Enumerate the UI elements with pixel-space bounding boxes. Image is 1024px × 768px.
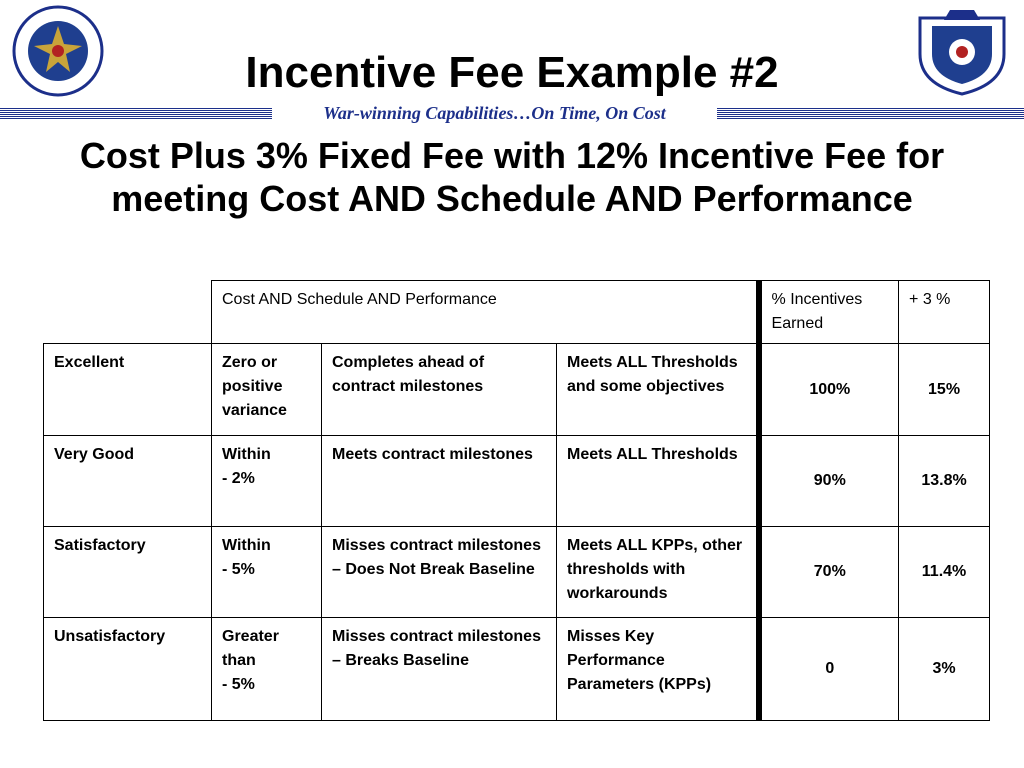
total-fee-cell: 3% xyxy=(899,618,990,721)
table-row xyxy=(44,618,990,721)
blank-corner-cell xyxy=(44,281,212,344)
rating-cell: Satisfactory xyxy=(44,527,212,618)
cost-line: - 5% xyxy=(222,676,255,693)
schedule-cell: Completes ahead of contract milestones xyxy=(322,344,557,436)
cost-line: - 5% xyxy=(222,561,255,578)
cost-line: Greater than xyxy=(222,628,279,669)
incentive-fee-table xyxy=(43,280,990,721)
table-row xyxy=(44,344,990,436)
header-plus-fixed-fee: + 3 % xyxy=(899,281,990,344)
schedule-cell: Misses contract milestones – Does Not Break Baseline xyxy=(322,527,557,618)
incentive-cell: 70% xyxy=(759,527,899,618)
schedule-cell: Misses contract milestones – Breaks Baseline xyxy=(322,618,557,721)
cost-cell xyxy=(212,436,322,527)
cost-cell xyxy=(212,527,322,618)
incentive-cell: 90% xyxy=(759,436,899,527)
rating-cell: Unsatisfactory xyxy=(44,618,212,721)
header-incentives-earned: % Incentives Earned xyxy=(759,281,899,344)
cost-line: - 2% xyxy=(222,470,255,487)
schedule-cell: Meets contract milestones xyxy=(322,436,557,527)
header-cost-schedule-performance: Cost AND Schedule AND Performance xyxy=(212,281,759,344)
rule-stripes-left xyxy=(0,108,272,120)
table-row xyxy=(44,527,990,618)
performance-cell: Meets ALL Thresholds xyxy=(557,436,759,527)
cost-line: Zero or positive variance xyxy=(222,354,287,419)
motto: War-winning Capabilities…On Time, On Cost xyxy=(323,103,666,123)
rating-cell: Very Good xyxy=(44,436,212,527)
cost-cell xyxy=(212,618,322,721)
cost-line: Within xyxy=(222,446,271,463)
incentive-cell: 0 xyxy=(759,618,899,721)
table-header-row xyxy=(44,281,990,344)
incentive-cell: 100% xyxy=(759,344,899,436)
performance-cell: Meets ALL KPPs, other thresholds with workarounds xyxy=(557,527,759,618)
slide-subtitle: Cost Plus 3% Fixed Fee with 12% Incentive Fee for meeting Cost AND Schedule AND Performance xyxy=(79,135,945,219)
slide-title: Incentive Fee Example #2 xyxy=(245,48,779,97)
rule-stripes-right xyxy=(717,108,1024,120)
performance-cell: Meets ALL Thresholds and some objectives xyxy=(557,344,759,436)
total-fee-cell: 11.4% xyxy=(899,527,990,618)
performance-cell: Misses Key Performance Parameters (KPPs) xyxy=(557,618,759,721)
cost-line: Within xyxy=(222,537,271,554)
cost-cell xyxy=(212,344,322,436)
total-fee-cell: 13.8% xyxy=(899,436,990,527)
rating-cell: Excellent xyxy=(44,344,212,436)
table-row xyxy=(44,436,990,527)
total-fee-cell: 15% xyxy=(899,344,990,436)
